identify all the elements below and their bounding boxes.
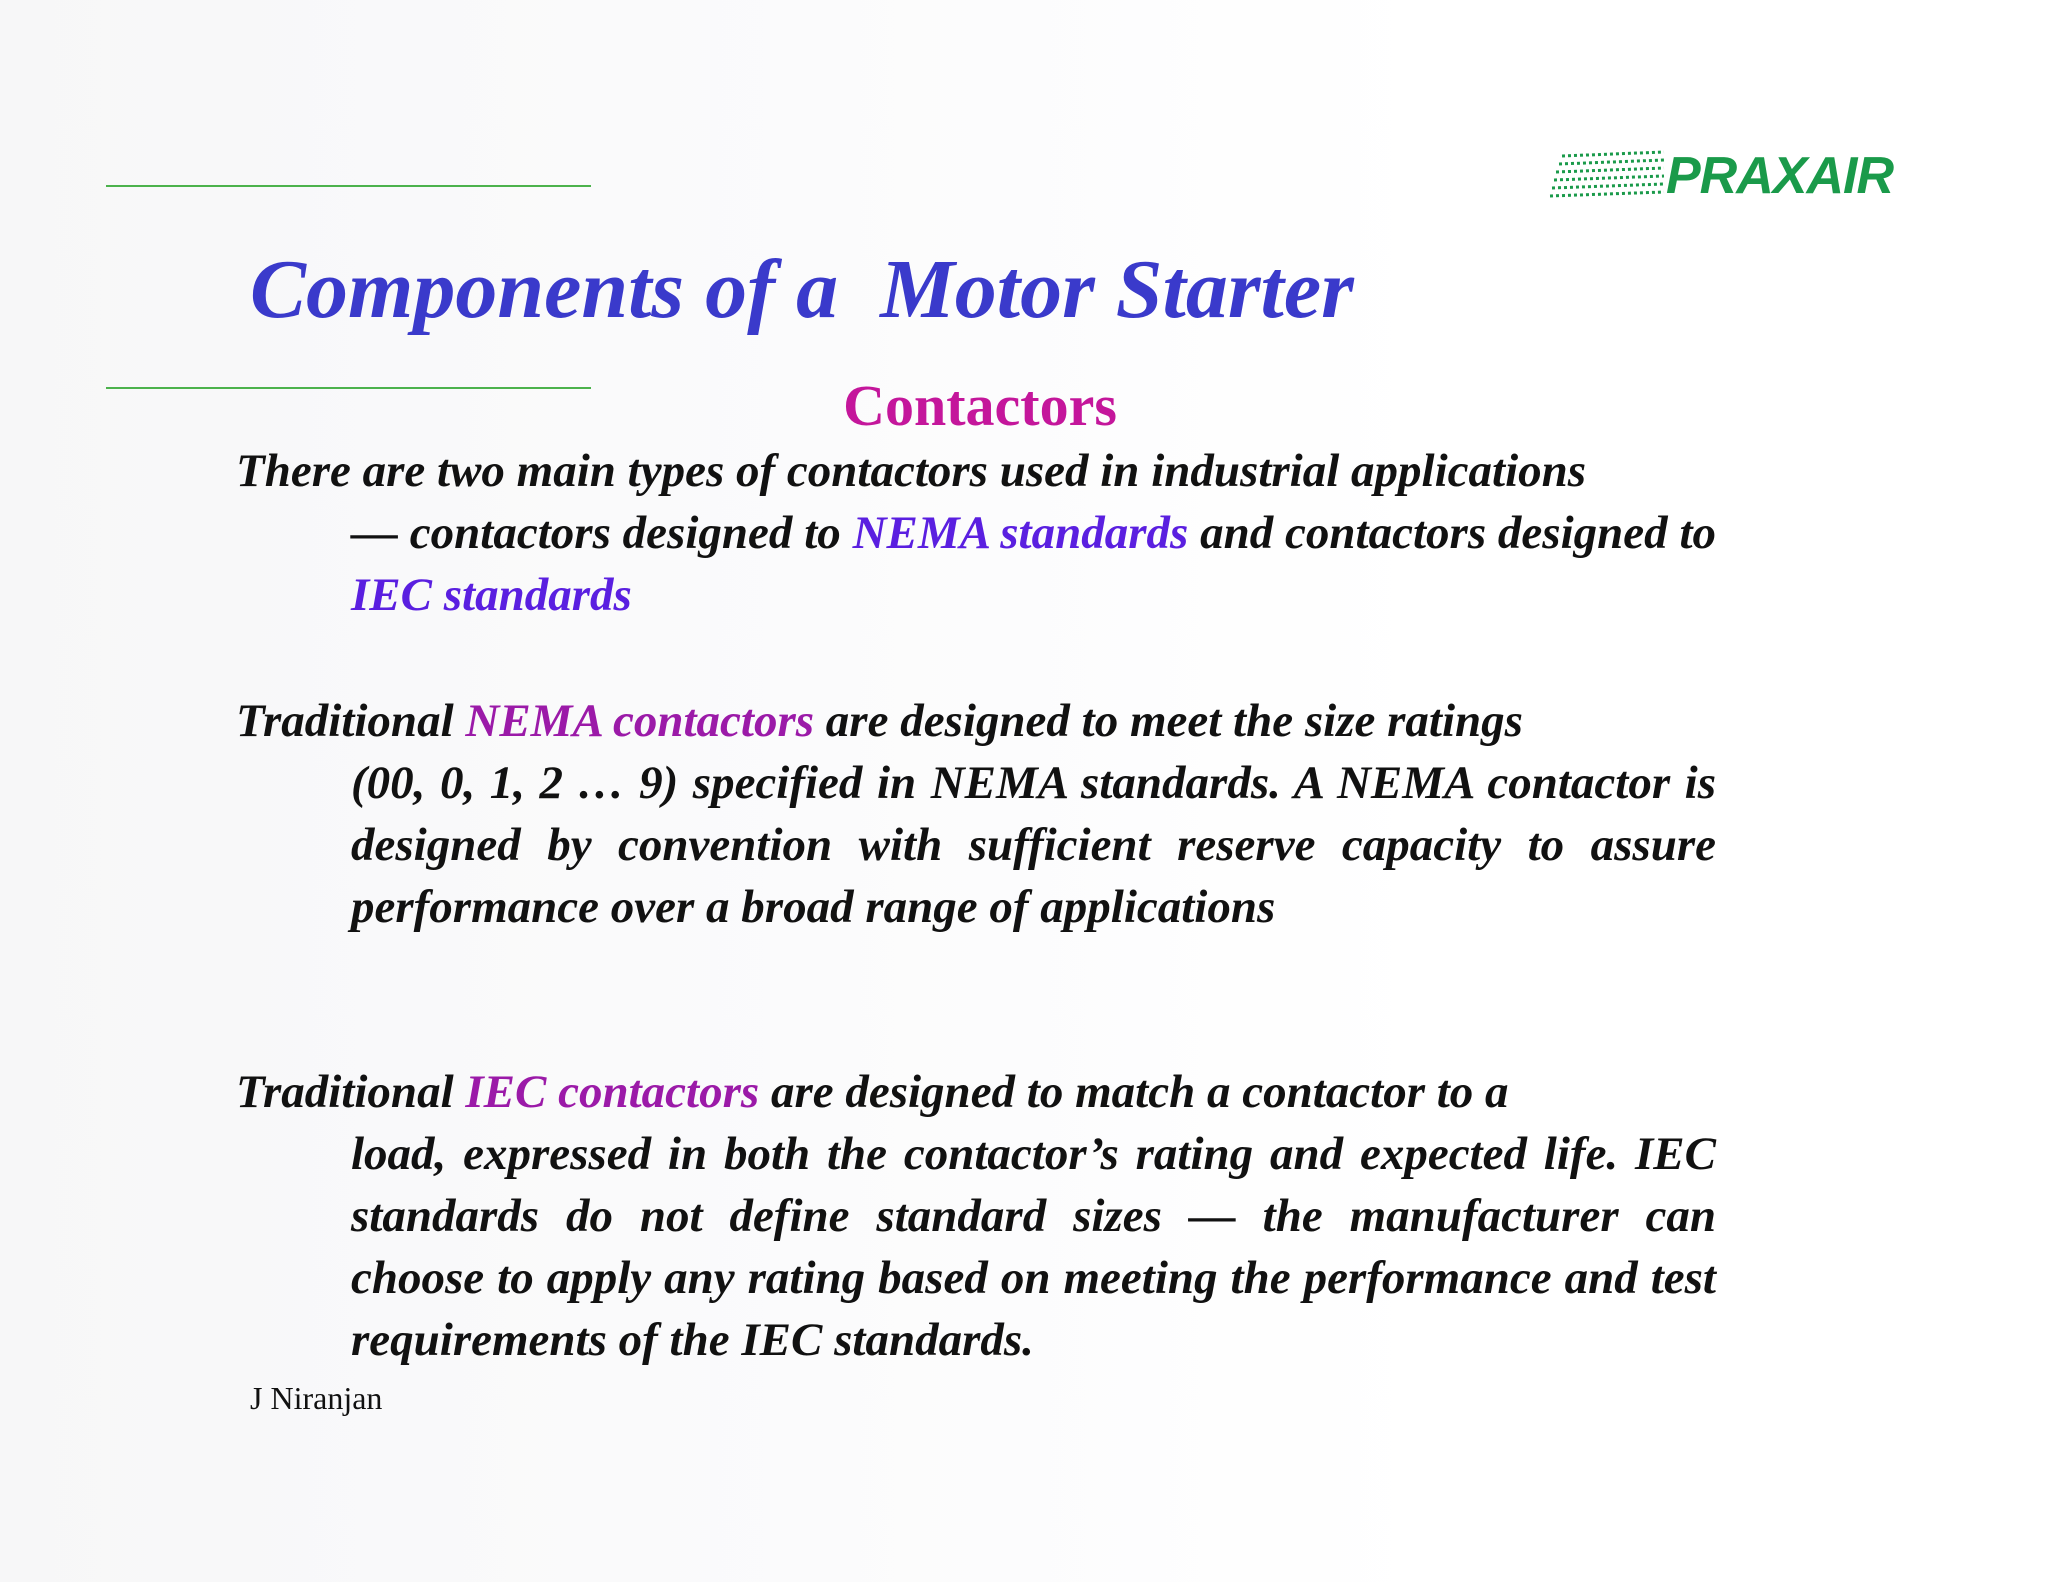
- nema-standards-highlight: NEMA standards: [852, 507, 1189, 559]
- paragraph-nema-first-tail: are designed to meet the size ratings: [814, 695, 1523, 747]
- paragraph-iec-first-line: [236, 1061, 1716, 1123]
- nema-contactors-highlight: NEMA contactors: [465, 695, 815, 747]
- paragraph-nema-continuation: (00, 0, 1, 2 … 9) specified in NEMA standards. A NEMA contactor is designed by convention with sufficient reserve capacity to assure performance over a broad range of applications: [351, 757, 1716, 933]
- iec-contactors-highlight: IEC contactors: [465, 1066, 760, 1118]
- paragraph-nema-lead: Traditional: [236, 695, 466, 747]
- section-subtitle: Contactors: [843, 373, 1117, 438]
- paragraph-types-text-a: — contactors designed to: [351, 507, 853, 559]
- praxair-logo: [1548, 147, 1894, 205]
- paragraph-types-text-b: and contactors designed to: [1188, 507, 1717, 559]
- page-title: Components of a Motor Starter: [250, 243, 1354, 336]
- paragraph-types-continuation: [236, 502, 1716, 626]
- paragraph-nema-first-line: [236, 690, 1716, 752]
- iec-standards-highlight: IEC standards: [351, 569, 632, 621]
- paragraph-types: [236, 440, 1716, 626]
- top-divider: [106, 185, 591, 187]
- paragraph-iec-first-tail: are designed to match a contactor to a: [759, 1066, 1509, 1118]
- paragraph-nema: [236, 690, 1716, 938]
- logo-text: PRAXAIR: [1666, 147, 1894, 205]
- paragraph-iec: [236, 1061, 1716, 1371]
- paragraph-iec-lead: Traditional: [236, 1066, 466, 1118]
- paragraph-types-first-line: There are two main types of contactors used in industrial applications: [236, 445, 1587, 497]
- paragraph-iec-continuation: load, expressed in both the contactor’s rating and expected life. IEC standards do not define standard sizes — the manufacturer can choose to apply any rating based on meeting the performance and test requirements of the IEC standards.: [351, 1128, 1716, 1366]
- praxair-logo-icon: [1548, 150, 1666, 202]
- author-footer: J Niranjan: [250, 1380, 383, 1416]
